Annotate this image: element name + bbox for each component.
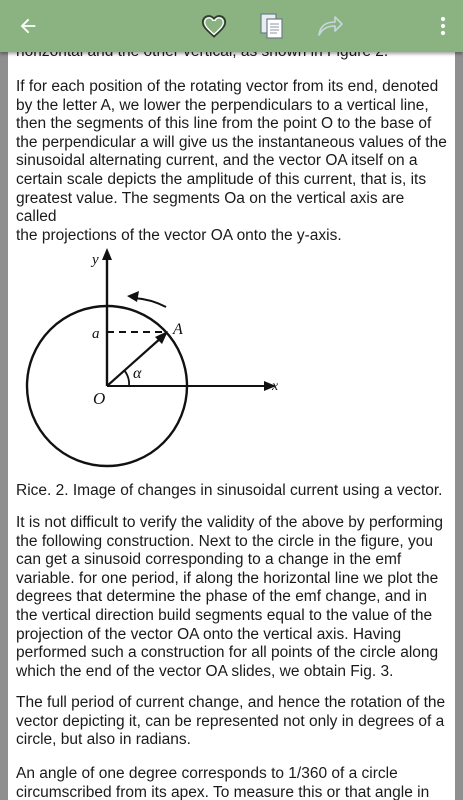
text-line: The full period of current change, and hence the rotation of the [16,694,446,711]
text-line: the vertical direction build segments equal to the value of the [16,606,433,624]
heart-icon [199,11,229,41]
rotation-arrowhead [127,291,139,302]
text-line: circumscribed from its apex. To measure this or that angle in [16,783,430,800]
text-line: which the end of the vector OA slides, we obtain Fig. 3. [16,662,394,680]
alpha-angle-label: α [133,365,142,382]
back-button[interactable] [6,0,50,52]
text-line: performed such a construction for all points of the circle along [16,644,439,662]
point-a-lower-label: a [92,326,100,342]
paragraph-1 [16,78,448,245]
y-axis-arrowhead [102,248,112,260]
copy-document-icon [258,11,286,41]
share-arrow-icon [315,13,345,39]
more-options-button[interactable] [428,0,458,52]
text-line: projection of the vector OA onto the vertical axis. Having [16,625,402,643]
text-line: sinusoidal alternating current, and the vector OA itself on a [16,152,418,170]
text-line: the following construction. Next to the circle in the figure, you [16,532,433,550]
text-line: It is not difficult to verify the validity of the above by performing [16,514,444,531]
text-line: then the segments of this line from the point O to the base of [16,115,432,133]
page-edge-left [0,0,8,800]
back-arrow-icon [17,15,39,37]
angle-arc [124,370,129,386]
y-axis-label: y [92,252,99,268]
text-line: greatest value. The segments Oa on the vertical axis are called [16,189,405,226]
text-line: vector depicting it, can be represented not only in degrees of a [16,712,445,730]
favorite-button[interactable] [192,0,236,52]
figure-caption: Rice. 2. Image of changes in sinusoidal current using a vector. [16,482,443,499]
text-line: circle, but also in radians. [16,731,191,749]
origin-o-label: O [93,389,106,408]
text-line: by the letter A, we lower the perpendiculars to a vertical line, [16,96,429,114]
text-line: the projections of the vector OA onto the y-axis. [16,226,342,244]
paragraph-2 [16,514,448,681]
text-line: degrees that determine the phase of the emf change, and in [16,588,428,606]
article-content[interactable] [8,0,455,800]
paragraph-4 [16,765,448,800]
x-axis-label: x [272,379,279,394]
rotation-arc [134,298,166,307]
text-line: can get a sinusoid corresponding to a change in the emf [16,551,402,569]
text-line: If for each position of the rotating vector from its end, denoted [16,78,439,95]
text-line: certain scale depicts the amplitude of this current, that is, its [16,170,427,188]
text-line: An angle of one degree corresponds to 1/360 of a circle [16,765,398,782]
text-line: the perpendicular a will give us the instantaneous values of the [16,133,447,151]
paragraph-3 [16,694,448,750]
page-edge-right [455,0,463,800]
copy-button[interactable] [250,0,294,52]
figure-2-vector-diagram [16,248,296,473]
more-vert-icon [440,16,446,36]
text-line: variable. for one period, if along the horizontal line we plot the [16,569,439,587]
app-bar [0,0,463,52]
point-a-label: A [173,321,183,338]
share-button[interactable] [308,0,352,52]
